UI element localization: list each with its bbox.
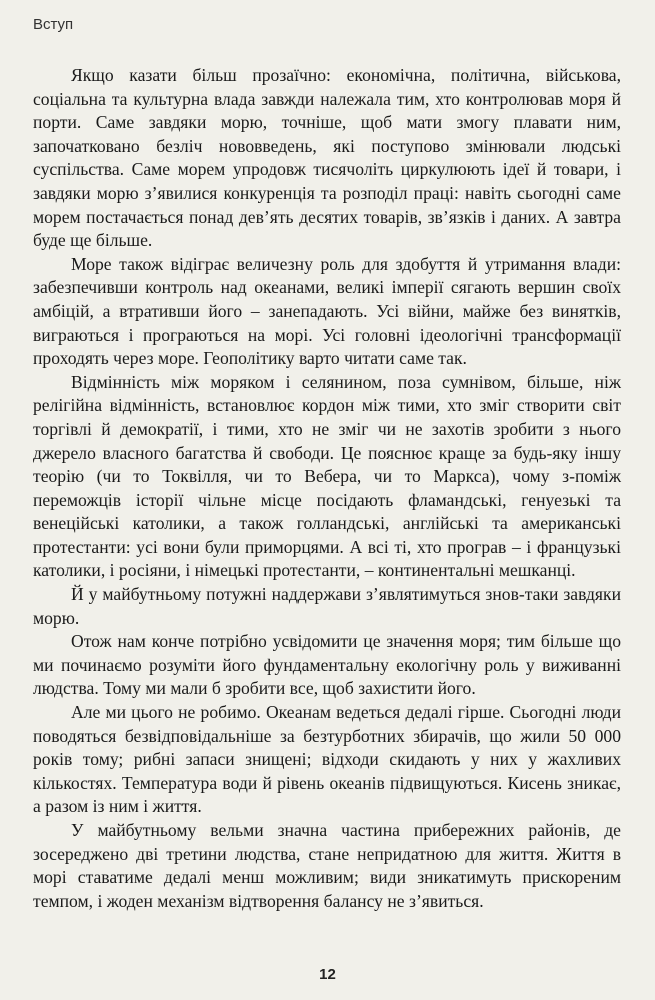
paragraph-1: Якщо казати більш прозаїчно: економічна, політична, військова, соціальна та культурна влада завжди належала тим, хто контролював моря й порти. Саме завдяки морю, точніше, щоб мати змогу плавати ним, започатковано безліч нововведень, які поступово змінювали людські суспільства. Саме морем упродовж тисячоліть циркулюють ідеї й товари, і завдяки морю з’явилися конкуренція та розподіл праці: навіть сьогодні саме морем постачається понад дев’ять десятих товарів, зв’язків і даних. А завтра буде ще більше. [33,65,621,251]
paragraph-7: У майбутньому вельми значна частина прибережних районів, де зосереджено дві третини людства, стане непридатною для життя. Життя в морі ставатиме дедалі менш можливим; види зникатимуть прискореним темпом, і жоден механізм відтворення балансу не з’явиться. [33,820,621,911]
paragraph-5: Отож нам конче потрібно усвідомити це значення моря; тим більше що ми починаємо розуміти його фундаментальну екологічну роль у виживанні людства. Тому ми мали б зробити все, щоб захистити його. [33,631,621,699]
paragraph-4: Й у майбутньому потужні наддержави з’являтимуться знов-таки завдяки морю. [33,584,621,628]
paragraph-3: Відмінність між моряком і селянином, поза сумнівом, більше, ніж релігійна відмінність, встановлює кордон між тими, хто зміг створити світ торгівлі й демократії, і тими, хто не зміг чи не захотів зробити з нього джерело власного багатства й свободи. Це пояснює краще за будь-яку іншу теорію (чи то Токвілля, чи то Вебера, чи то Маркса), чому з-поміж переможців історії чільне місце посідають фламандські, генуезькі та венеційські католики, а також голландські, англійські та американські протестанти: усі вони були приморцями. А всі ті, хто програв – і французькі католики, і росіяни, і німецькі протестанти, – континентальні мешканці. [33,371,621,581]
running-header: Вступ [33,16,74,33]
paragraph-2: Море також відіграє величезну роль для здобуття й утримання влади: забезпечивши контроль над океанами, великі імперії сягають вершин своїх амбіцій, а втративши його – занепадають. Усі війни, майже без винятків, виграються і програються на морі. Усі головні ідеологічні трансформації проходять через море. Геополітику варто читати саме так. [33,253,621,369]
paragraph-6: Але ми цього не робимо. Океанам ведеться дедалі гірше. Сьогодні люди поводяться безвідповідальніше за безтурботних збирачів, що жили 50 000 років тому; рибні запаси знищені; відходи скидають у них у жахливих кількостях. Температура води й рівень океанів підвищуються. Кисень зникає, а разом із ним і життя. [33,702,621,817]
body-text [33,64,621,913]
page-number: 12 [319,966,336,983]
